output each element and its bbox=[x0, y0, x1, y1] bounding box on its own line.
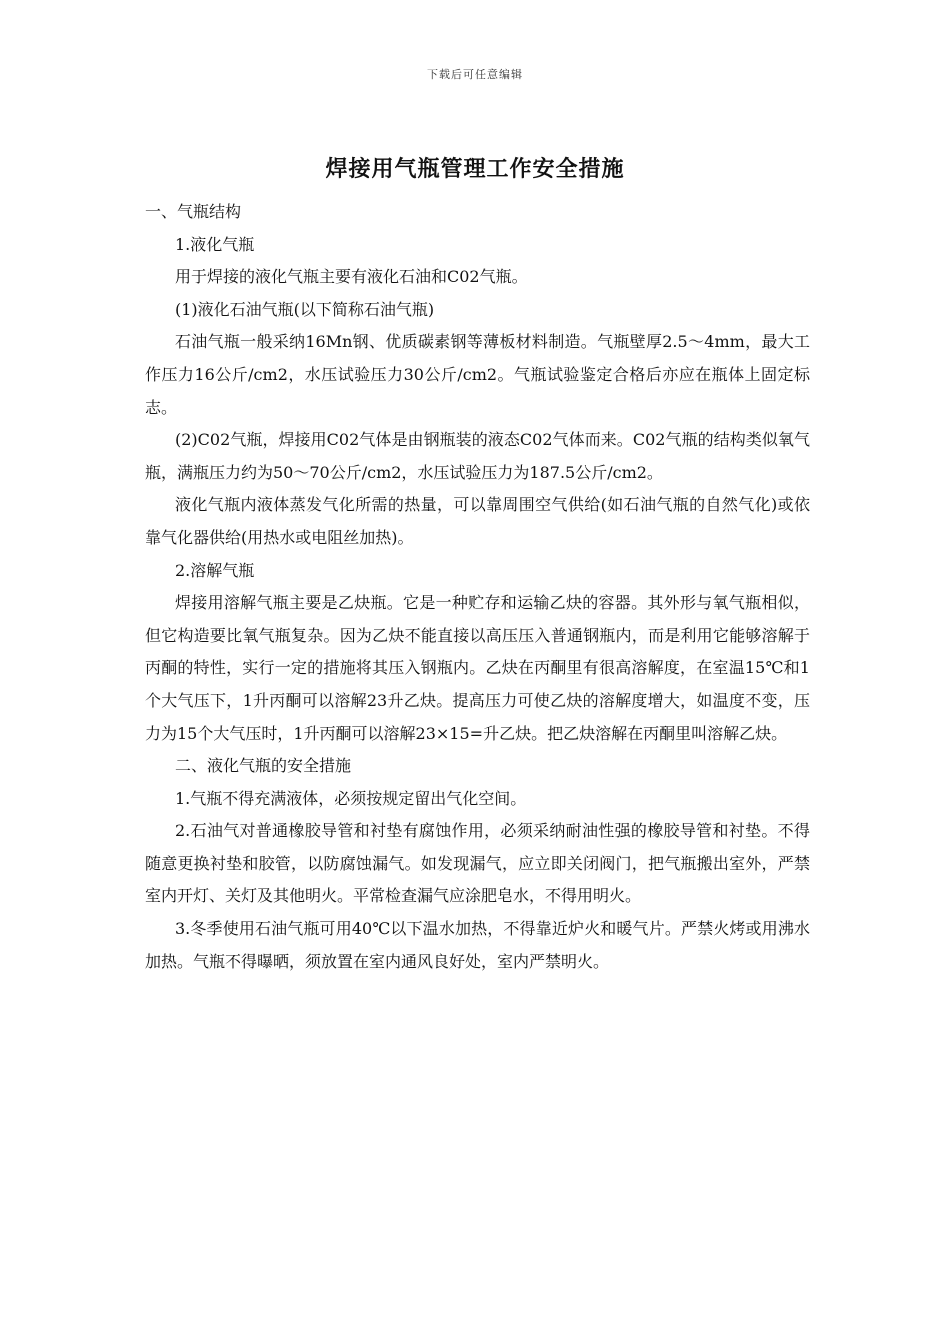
section-heading-2: 二、液化气瓶的安全措施 bbox=[175, 756, 352, 776]
list-item: 1.气瓶不得充满液体，必须按规定留出气化空间。 bbox=[175, 788, 527, 808]
subsection-heading-dissolved: 2.溶解气瓶 bbox=[175, 560, 255, 580]
paragraph: 石油气瓶一般采纳16Mn钢、优质碳素钢等薄板材料制造。气瓶壁厚2.5～4mm，最大工作压力16公斤/cm2，水压试验压力30公斤/cm2。气瓶试验鉴定合格后亦应在瓶体上固定标志。 bbox=[145, 332, 810, 417]
subsection-heading-liquefied: 1.液化气瓶 bbox=[175, 234, 255, 254]
document-title: 焊接用气瓶管理工作安全措施 bbox=[325, 156, 625, 182]
list-item: 2.石油气对普通橡胶导管和衬垫有腐蚀作用，必须采纳耐油性强的橡胶导管和衬垫。不得随意更换衬垫和胶管，以防腐蚀漏气。如发现漏气，应立即关闭阀门，把气瓶搬出室外，严禁室内开灯、关灯及其他明火。平常检查漏气应涂肥皂水，不得用明火。 bbox=[145, 821, 810, 906]
paragraph: (1)液化石油气瓶(以下简称石油气瓶) bbox=[175, 299, 435, 319]
paragraph: 用于焊接的液化气瓶主要有液化石油和C02气瓶。 bbox=[175, 267, 528, 287]
list-item: 3.冬季使用石油气瓶可用40℃以下温水加热，不得靠近炉火和暖气片。严禁火烤或用沸水加热。气瓶不得曝晒，须放置在室内通风良好处，室内严禁明火。 bbox=[145, 919, 810, 971]
page-header-note: 下载后可任意编辑 bbox=[427, 68, 523, 81]
paragraph: 焊接用溶解气瓶主要是乙炔瓶。它是一种贮存和运输乙炔的容器。其外形与氧气瓶相似，但它构造要比氧气瓶复杂。因为乙炔不能直接以高压压入普通钢瓶内，而是利用它能够溶解于丙酮的特性，实行一定的措施将其压入钢瓶内。乙炔在丙酮里有很高溶解度，在室温15℃和1个大气压下，1升丙酮可以溶解23升乙炔。提高压力可使乙炔的溶解度增大，如温度不变，压力为15个大气压时，1升丙酮可以溶解23×15=升乙炔。把乙炔溶解在丙酮里叫溶解乙炔。 bbox=[145, 593, 810, 743]
paragraph: (2)C02气瓶，焊接用C02气体是由钢瓶装的液态C02气体而来。C02气瓶的结构类似氧气瓶，满瓶压力约为50～70公斤/cm2，水压试验压力为187.5公斤/cm2。 bbox=[145, 430, 810, 482]
paragraph: 液化气瓶内液体蒸发气化所需的热量，可以靠周围空气供给(如石油气瓶的自然气化)或依靠气化器供给(用热水或电阻丝加热)。 bbox=[145, 495, 810, 547]
section-heading-1: 一、气瓶结构 bbox=[145, 202, 242, 221]
document-body bbox=[145, 196, 810, 978]
